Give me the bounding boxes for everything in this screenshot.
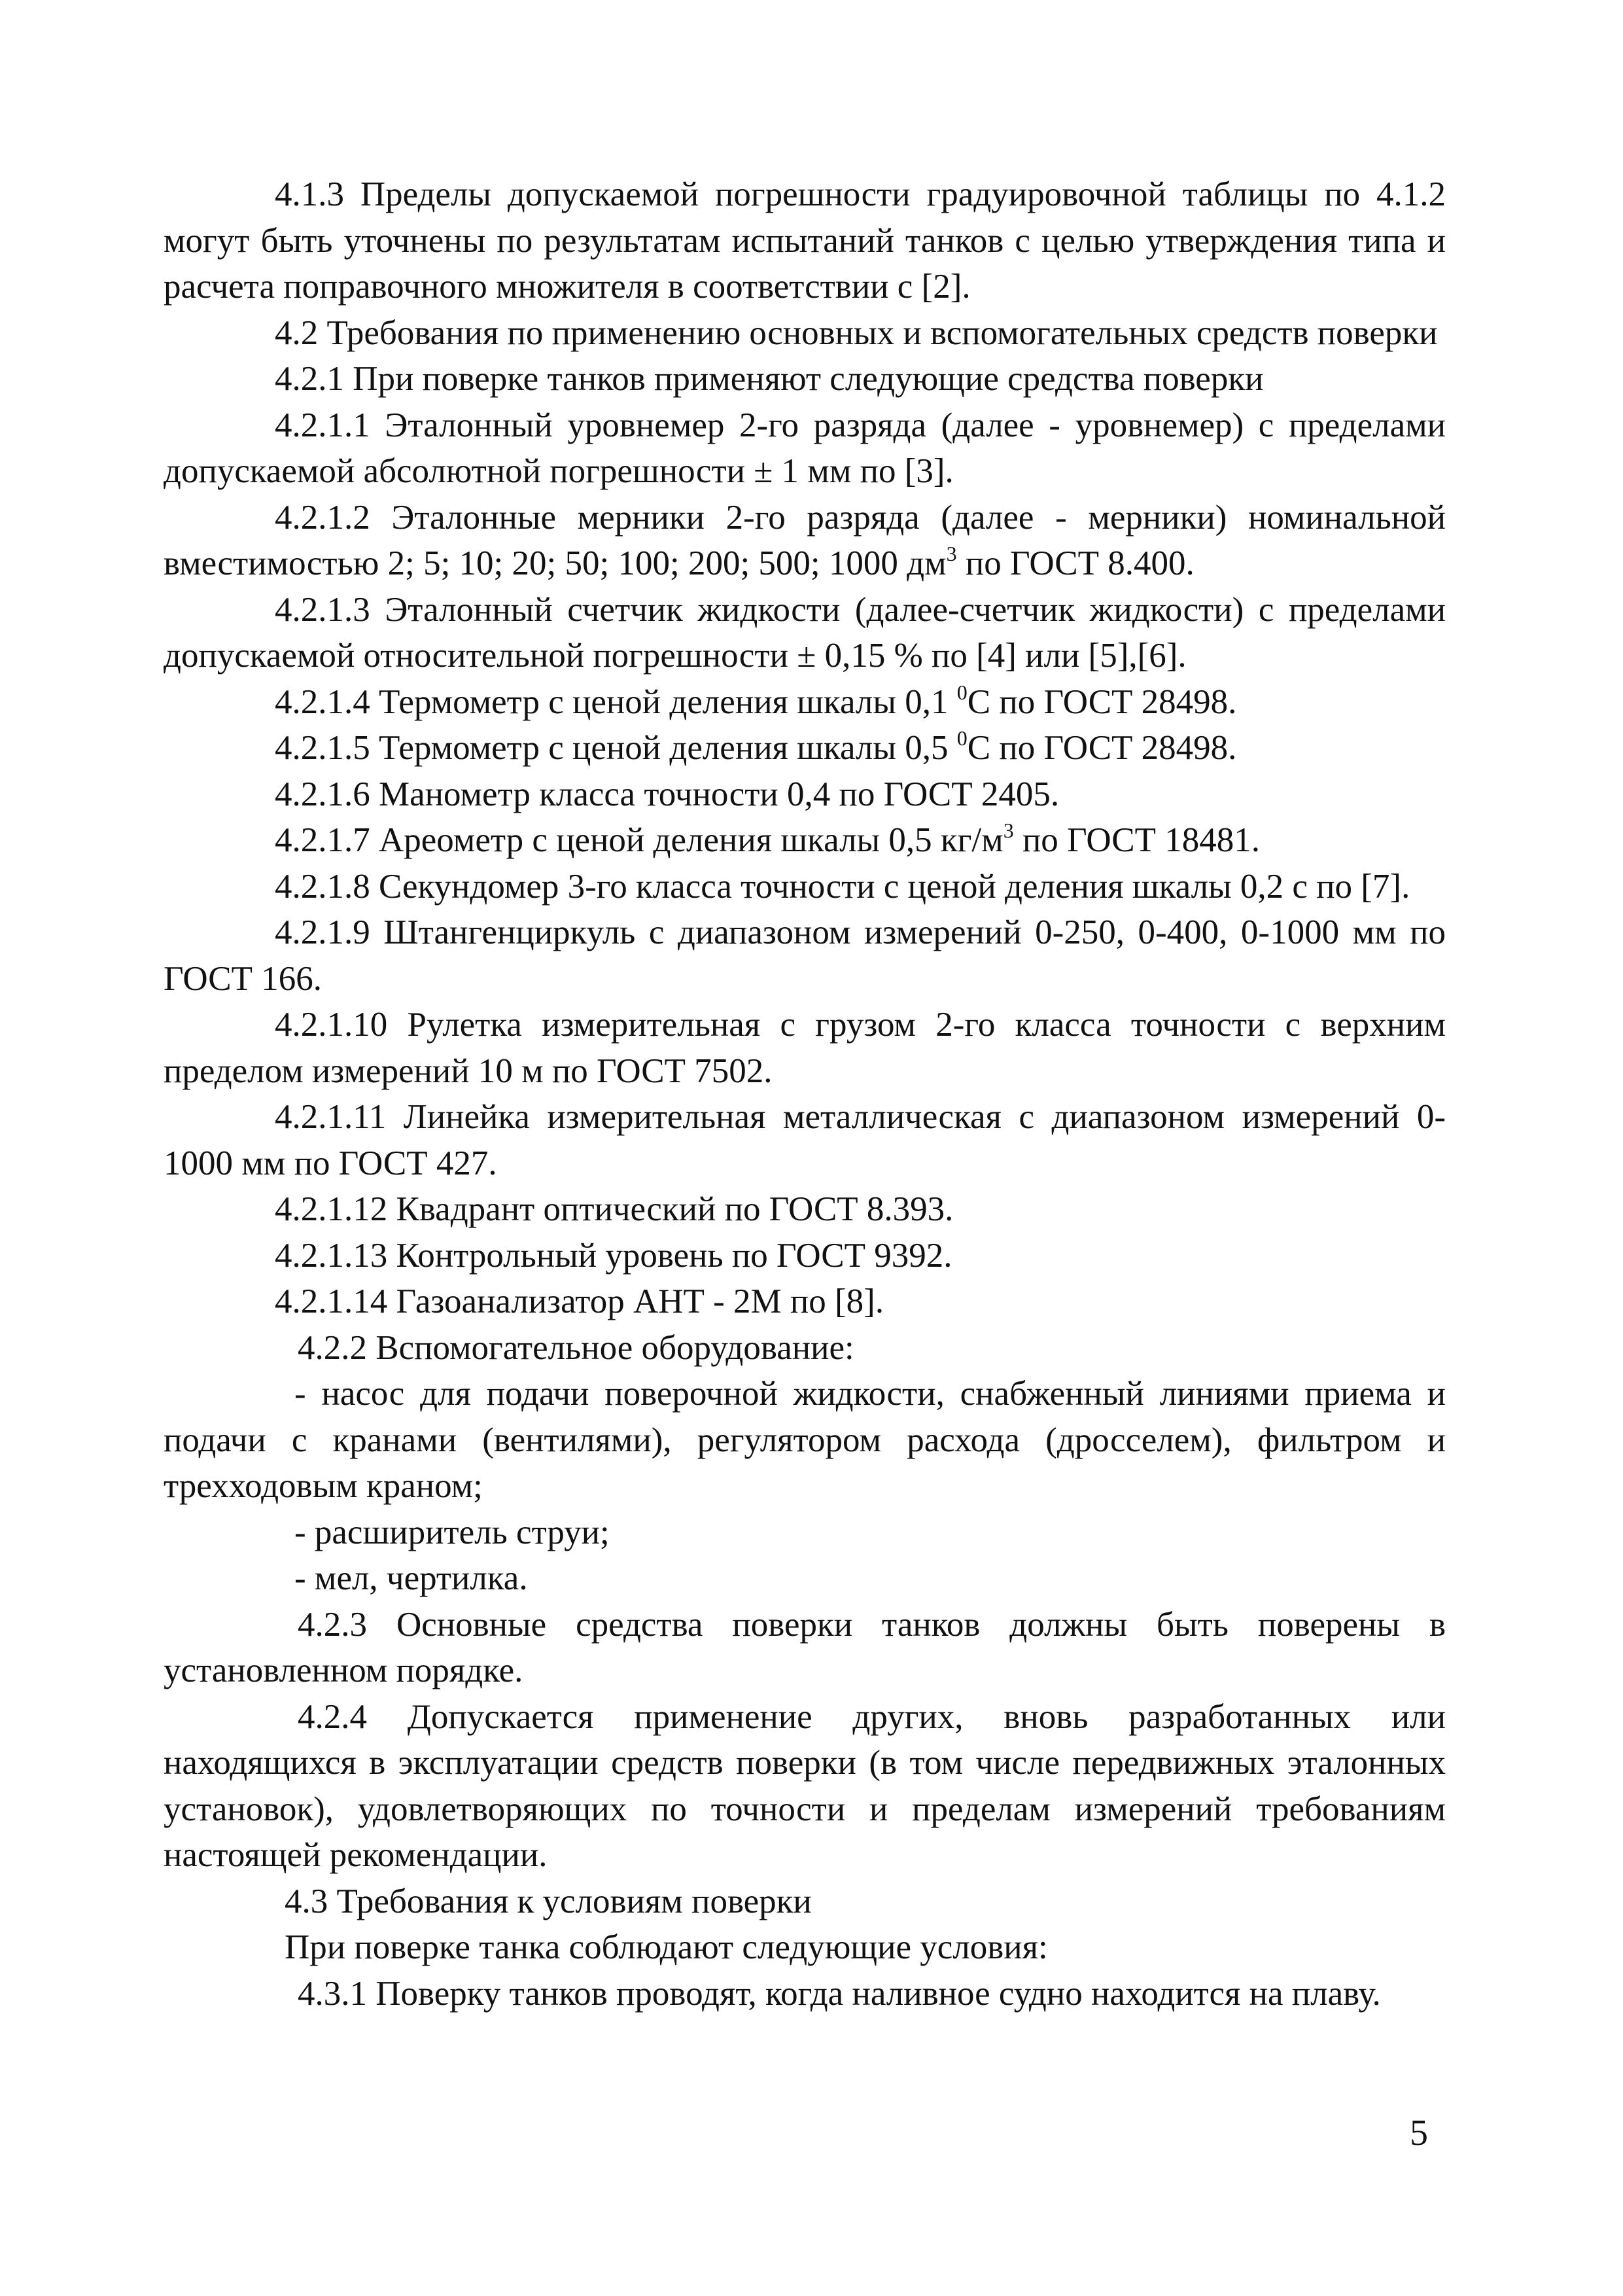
paragraph-4-2-1-7-tail: по ГОСТ 18481.	[1013, 821, 1261, 859]
paragraph-4-2-1-2-tail: по ГОСТ 8.400.	[956, 544, 1195, 582]
page-number: 5	[1410, 2113, 1428, 2153]
list-item-chalk: - мел, чертилка.	[294, 1559, 528, 1597]
paragraph-4-2-1-12: 4.2.1.12 Квадрант оптический по ГОСТ 8.393.	[275, 1190, 954, 1228]
paragraph-4-2-1-4-tail: С по ГОСТ 28498.	[967, 682, 1237, 721]
paragraph-4-2-2: 4.2.2 Вспомогательное оборудование:	[298, 1328, 854, 1367]
paragraph-4-2-1-13: 4.2.1.13 Контрольный уровень по ГОСТ 9392.	[275, 1236, 952, 1275]
body-text	[164, 171, 1446, 2017]
paragraph-4-2-1-7-main: 4.2.1.7 Ареометр с ценой деления шкалы 0,5 кг/м	[275, 821, 1003, 859]
paragraph-4-2-1-11: 4.2.1.11 Линейка измерительная металлическая с диапазоном измерений 0-1000 мм по ГОСТ 427.	[164, 1098, 1446, 1182]
paragraph-4-2-1-10: 4.2.1.10 Рулетка измерительная с грузом 2-го класса точности с верхним пределом измерений 10 м по ГОСТ 7502.	[164, 1006, 1446, 1090]
superscript-3: 3	[1003, 819, 1014, 843]
paragraph-conditions: При поверке танка соблюдают следующие условия:	[285, 1928, 1048, 1966]
paragraph-4-2-1-2	[164, 495, 1446, 587]
paragraph-4-2-1-8: 4.2.1.8 Секундомер 3-го класса точности с ценой деления шкалы 0,2 с по [7].	[275, 867, 1410, 906]
superscript-degree: 0	[956, 680, 968, 704]
list-item-expander: - расширитель струи;	[294, 1513, 610, 1551]
paragraph-4-2-1-9: 4.2.1.9 Штангенциркуль с диапазоном измерений 0-250, 0-400, 0-1000 мм по ГОСТ 166.	[164, 913, 1446, 998]
paragraph-4-1-3: 4.1.3 Пределы допускаемой погрешности градуировочной таблицы по 4.1.2 могут быть уточнены по результатам испытаний танков с целью утверждения типа и расчета поправочного множителя в соответствии с [2].	[164, 175, 1446, 306]
paragraph-4-3-1: 4.3.1 Поверку танков проводят, когда наливное судно находится на плаву.	[298, 1974, 1381, 2013]
list-item-pump: - насос для подачи поверочной жидкости, снабженный линиями приема и подачи с кранами (вентилями), регулятором расхода (дросселем), фильтром и трехходовым краном;	[164, 1375, 1446, 1505]
paragraph-4-2-3: 4.2.3 Основные средства поверки танков должны быть поверены в установленном порядке.	[164, 1605, 1446, 1689]
paragraph-4-2-1-14: 4.2.1.14 Газоанализатор АНТ - 2М по [8].	[275, 1282, 884, 1320]
paragraph-4-2-1-5-tail: С по ГОСТ 28498.	[967, 729, 1237, 767]
paragraph-4-2-1-5	[164, 725, 1446, 771]
paragraph-4-2-4: 4.2.4 Допускается применение других, вновь разработанных или находящихся в эксплуатации средств поверки (в том числе передвижных эталонных установок), удовлетворяющих по точности и пределам измерений требованиям настоящей рекомендации.	[164, 1697, 1446, 1874]
paragraph-4-2-1-6: 4.2.1.6 Манометр класса точности 0,4 по ГОСТ 2405.	[275, 775, 1060, 813]
superscript-3: 3	[946, 542, 957, 566]
paragraph-4-2-1-3: 4.2.1.3 Эталонный счетчик жидкости (далее-счетчик жидкости) с пределами допускаемой относительной погрешности ± 0,15 % по [4] или [5],[6].	[164, 590, 1446, 675]
paragraph-4-2-1-7	[164, 817, 1446, 864]
paragraph-4-2-1-1: 4.2.1.1 Эталонный уровнемер 2-го разряда (далее - уровнемер) с пределами допускаемой абсолютной погрешности ± 1 мм по [3].	[164, 406, 1446, 490]
paragraph-4-2: 4.2 Требования по применению основных и вспомогательных средств поверки	[275, 313, 1438, 352]
paragraph-4-2-1: 4.2.1 При поверке танков применяют следующие средства поверки	[275, 360, 1264, 398]
paragraph-4-2-1-4-main: 4.2.1.4 Термометр с ценой деления шкалы 0,1	[275, 682, 957, 721]
paragraph-4-2-1-4	[164, 679, 1446, 726]
superscript-degree: 0	[956, 726, 968, 751]
paragraph-4-3: 4.3 Требования к условиям поверки	[285, 1882, 812, 1920]
paragraph-4-2-1-2-main: 4.2.1.2 Эталонные мерники 2-го разряда (далее - мерники) номинальной вместимостью 2; 5; 10; 20; 50; 100; 200; 500; 1000 дм	[164, 498, 1446, 582]
paragraph-4-2-1-5-main: 4.2.1.5 Термометр с ценой деления шкалы 0,5	[275, 729, 957, 767]
